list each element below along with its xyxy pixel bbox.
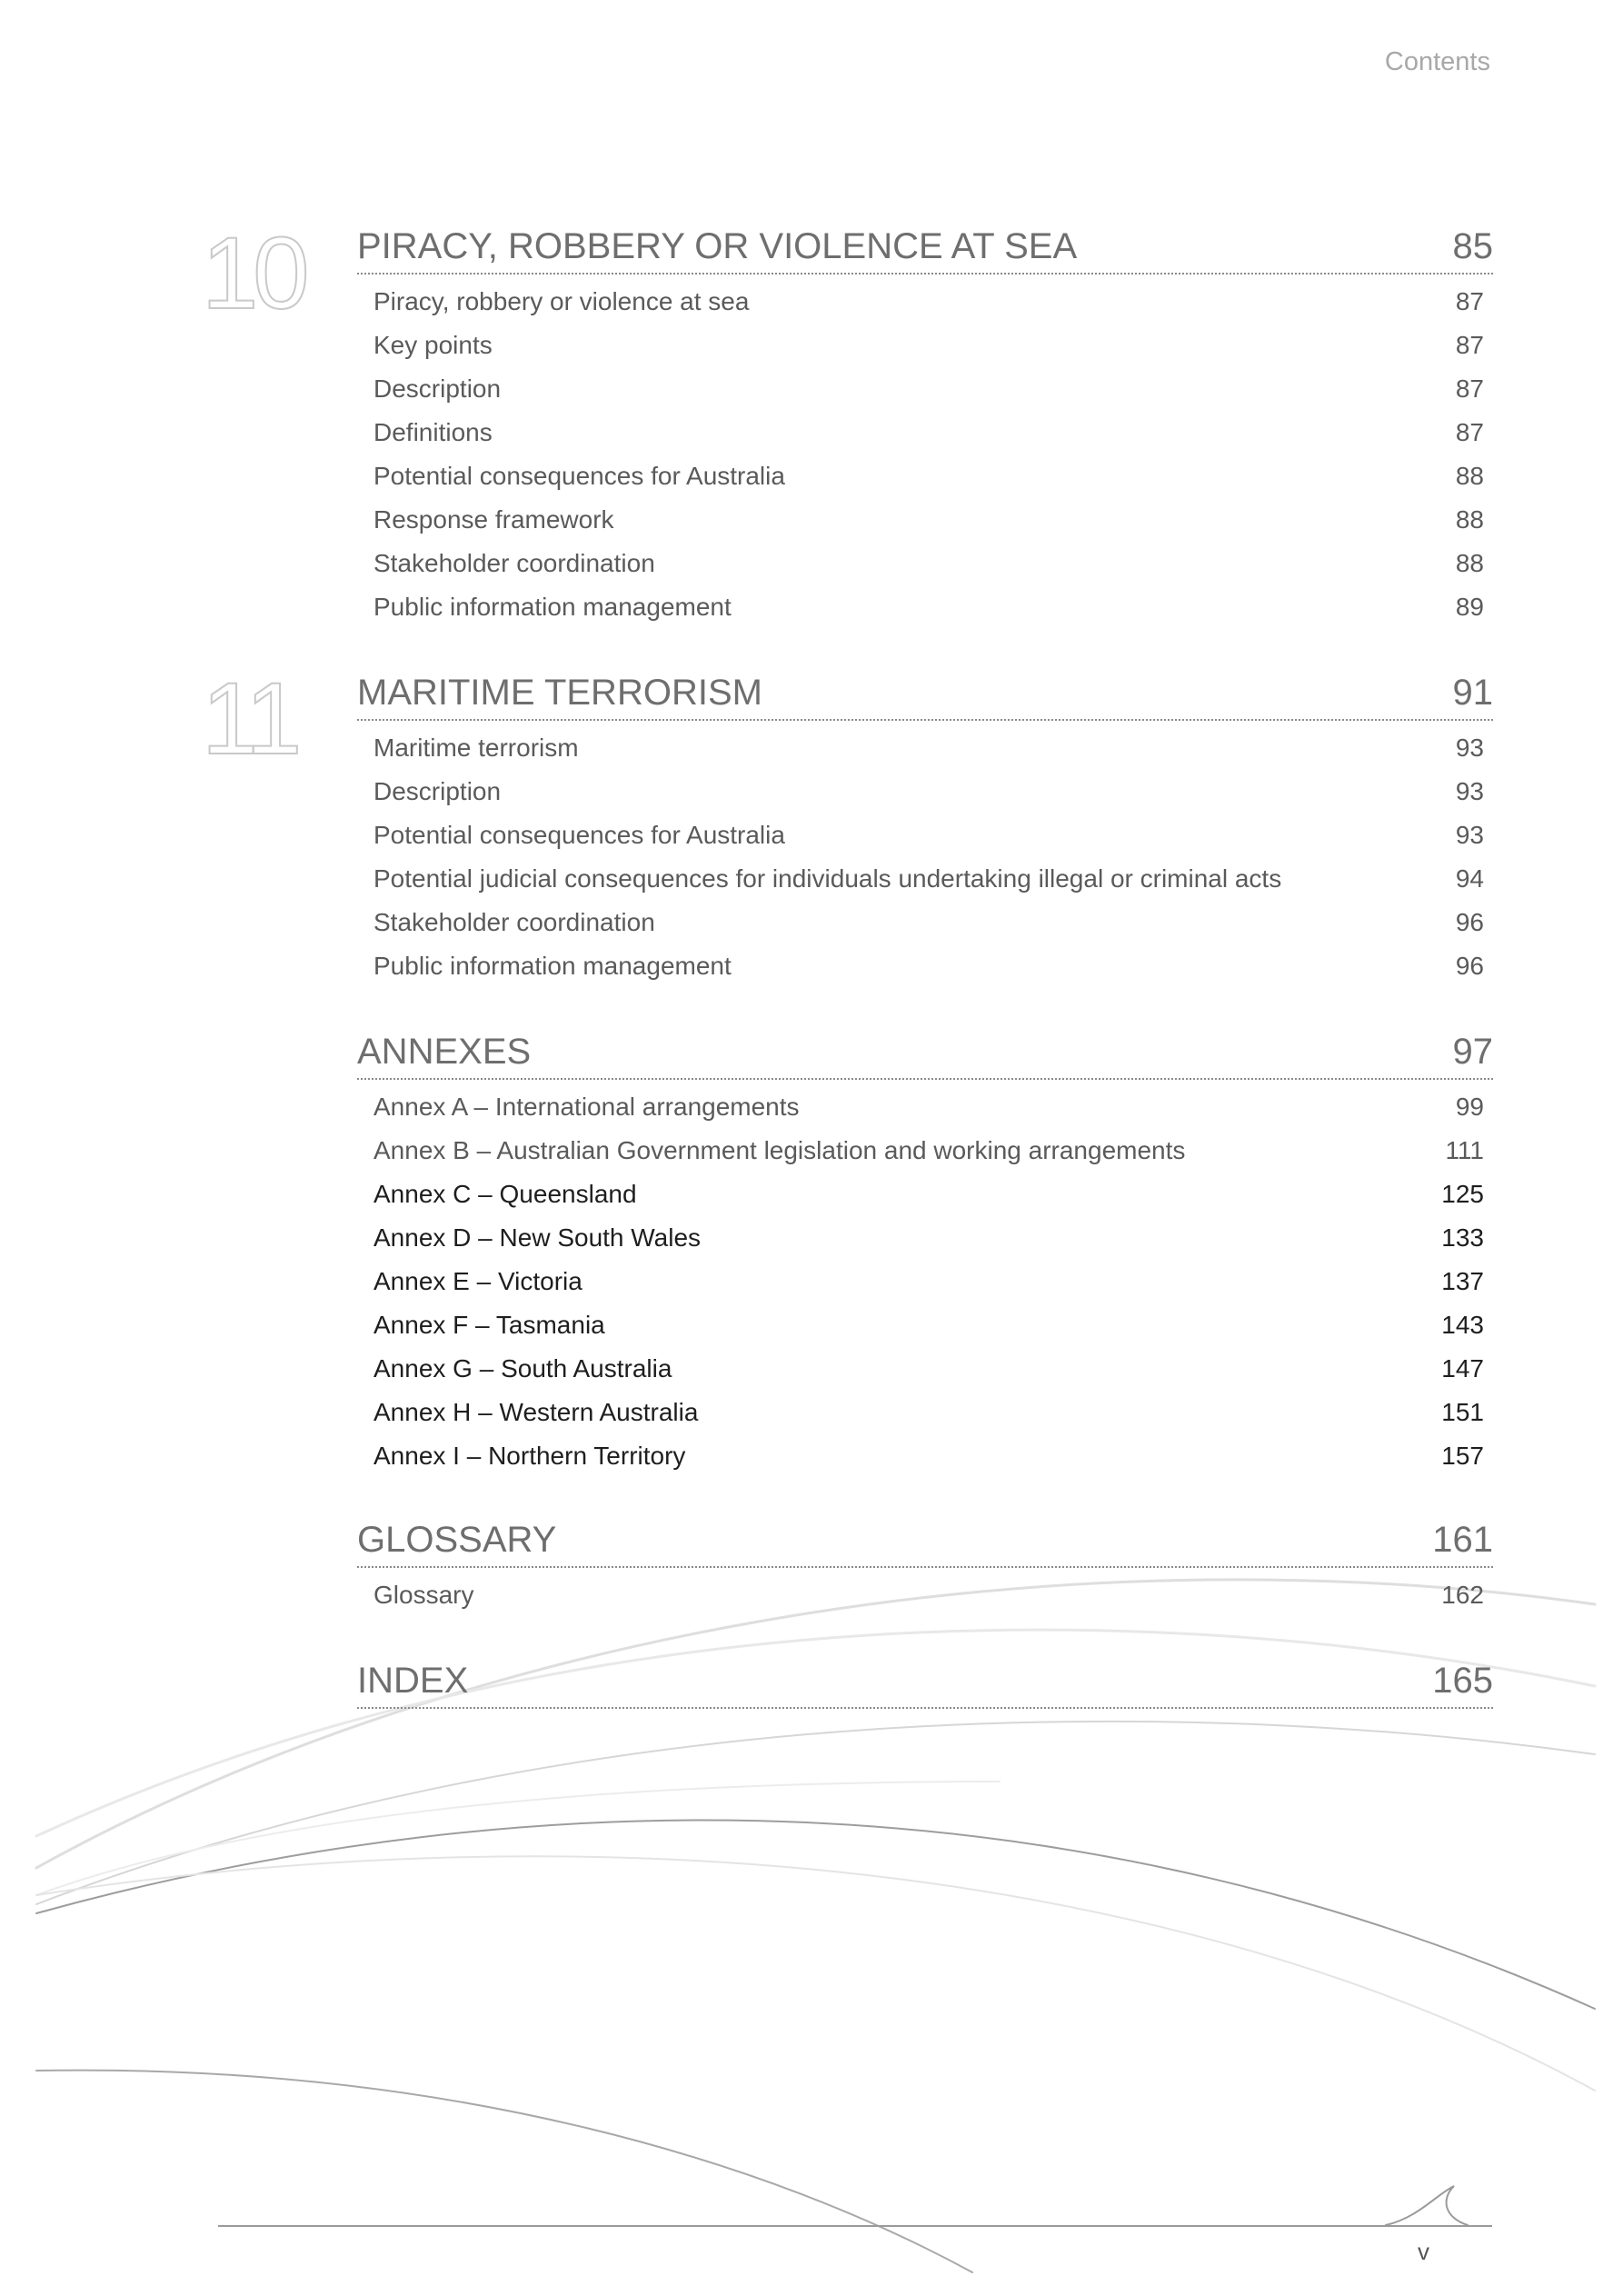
entry-label: Potential consequences for Australia [373,462,785,490]
entry-page: 99 [1455,1093,1484,1121]
entry-page: 87 [1455,331,1484,359]
entry-page: 88 [1455,549,1484,577]
toc-section-heading[interactable] [357,1025,1493,1080]
section-title: GLOSSARY [357,1520,557,1560]
section-page: 165 [1432,1661,1493,1701]
entry-label: Annex I – Northern Territory [373,1442,686,1470]
entry-page: 96 [1455,952,1484,980]
toc-entry[interactable] [357,1347,1493,1391]
entry-label: Annex B – Australian Government legislation and working arrangements [373,1136,1186,1164]
entry-label: Annex H – Western Australia [373,1398,699,1426]
toc-entry[interactable] [357,1129,1493,1173]
toc-entry[interactable] [357,901,1493,944]
toc-section-heading[interactable] [357,1654,1493,1709]
entry-page: 93 [1455,734,1484,762]
entry-page: 133 [1441,1223,1484,1252]
section-title: ANNEXES [357,1032,532,1072]
toc-entry[interactable] [357,454,1493,498]
entry-label: Response framework [373,505,614,534]
entry-page: 93 [1455,821,1484,849]
toc-entry[interactable] [357,944,1493,988]
entry-label: Annex D – New South Wales [373,1223,702,1252]
entry-page: 88 [1455,462,1484,490]
toc-entry[interactable] [357,585,1493,629]
entry-page: 88 [1455,505,1484,534]
entry-page: 87 [1455,374,1484,403]
entry-label: Definitions [373,418,493,446]
entry-label: Annex C – Queensland [373,1180,637,1208]
entry-page: 157 [1441,1442,1484,1470]
entry-label: Public information management [373,593,732,621]
entry-page: 89 [1455,593,1484,621]
toc-entry[interactable] [357,411,1493,454]
chapter-number: 10 [202,216,304,330]
entry-label: Annex E – Victoria [373,1267,582,1295]
entry-label: Key points [373,331,493,359]
toc-section-heading[interactable] [357,1513,1493,1568]
page-number: v [1418,2238,1429,2265]
toc-entry[interactable] [357,280,1493,324]
entry-label: Stakeholder coordination [373,549,655,577]
entry-label: Public information management [373,952,732,980]
entry-page: 87 [1455,287,1484,315]
toc-entry[interactable] [357,1216,1493,1260]
section-page: 85 [1452,226,1493,266]
toc-entry[interactable] [357,857,1493,901]
section-title: PIRACY, ROBBERY OR VIOLENCE AT SEA [357,226,1078,266]
entry-page: 151 [1441,1398,1484,1426]
toc-entry[interactable] [357,1260,1493,1303]
toc-section-glossary [357,1513,1493,1617]
entry-label: Glossary [373,1581,474,1609]
toc-entry[interactable] [357,814,1493,857]
entry-page: 87 [1455,418,1484,446]
section-title: INDEX [357,1661,469,1701]
toc-entry[interactable] [357,498,1493,542]
toc-entry[interactable] [357,726,1493,770]
entry-label: Annex F – Tasmania [373,1311,605,1339]
toc-entry[interactable] [357,1391,1493,1434]
section-page: 91 [1452,673,1493,713]
toc-section-maritime-terrorism [357,666,1493,988]
toc-entry[interactable] [357,1173,1493,1216]
entry-label: Description [373,374,502,403]
entry-page: 94 [1455,864,1484,893]
entry-page: 96 [1455,908,1484,936]
toc-entry[interactable] [357,367,1493,411]
entry-label: Annex G – South Australia [373,1354,672,1383]
entry-label: Potential judicial consequences for individuals undertaking illegal or criminal acts [373,864,1282,893]
toc-entry[interactable] [357,770,1493,814]
entry-page: 137 [1441,1267,1484,1295]
entry-page: 147 [1441,1354,1484,1383]
section-page: 161 [1432,1520,1493,1560]
toc-entry[interactable] [357,324,1493,367]
toc-entry[interactable] [357,1303,1493,1347]
entry-label: Maritime terrorism [373,734,579,762]
toc-entry[interactable] [357,1085,1493,1129]
entry-page: 162 [1441,1581,1484,1609]
entry-label: Annex A – International arrangements [373,1093,800,1121]
toc-section-heading[interactable] [357,220,1493,275]
section-page: 97 [1452,1032,1493,1072]
toc-section-index [357,1654,1493,1709]
running-head: Contents [1384,47,1490,76]
entry-page: 125 [1441,1180,1484,1208]
toc-section-heading[interactable] [357,666,1493,721]
section-title: MARITIME TERRORISM [357,673,762,713]
entry-label: Stakeholder coordination [373,908,655,936]
entry-page: 93 [1455,777,1484,805]
toc-entry[interactable] [357,1434,1493,1478]
entry-page: 111 [1445,1136,1484,1164]
entry-page: 143 [1441,1311,1484,1339]
toc-section-annexes [357,1025,1493,1478]
toc-section-piracy [357,220,1493,629]
chapter-number: 11 [202,662,297,775]
toc-entry[interactable] [357,1573,1493,1617]
footer-rule [218,2225,1492,2227]
entry-label: Description [373,777,502,805]
entry-label: Potential consequences for Australia [373,821,785,849]
toc-entry[interactable] [357,542,1493,585]
entry-label: Piracy, robbery or violence at sea [373,287,750,315]
